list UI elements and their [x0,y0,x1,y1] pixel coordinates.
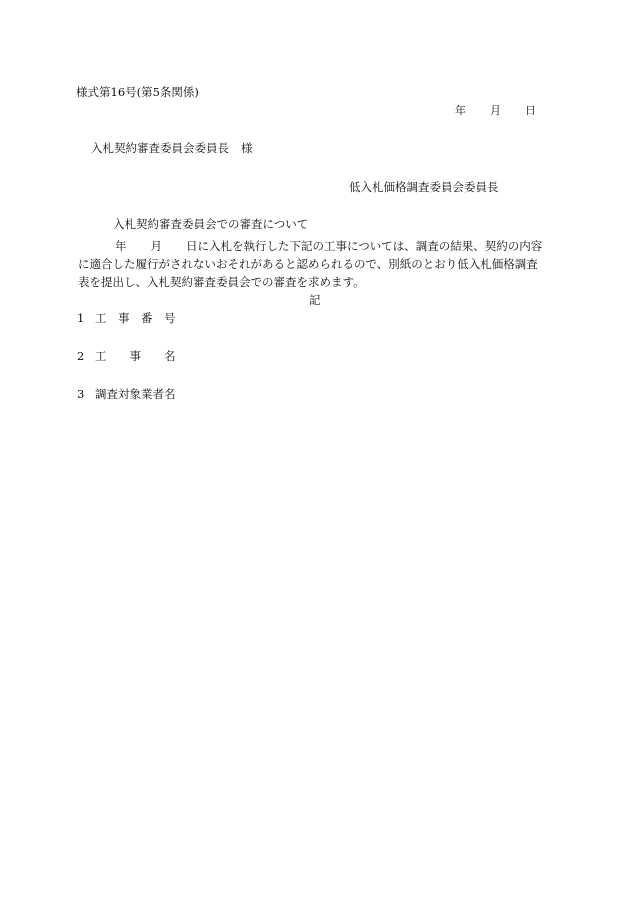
body-line-2: に適合した履行がされないおそれがあると認められるので、別紙のとおり低入札価格調査 [78,257,538,271]
body-line-1 [78,237,558,255]
body-line-1-text: 日に入札を執行した下記の工事については、調査の結果、契約の内容 [186,239,543,253]
body-year: 年 [115,239,127,253]
addressee-name: 入札契約審査委員会委員長 [91,141,229,155]
item-number: 3 [77,387,85,401]
list-item-project-number [77,313,176,325]
addressee [91,143,253,155]
addressee-honorific: 様 [241,141,253,155]
list-item-surveyed-company [77,389,176,401]
body-paragraph [78,237,558,291]
body-month: 月 [150,239,162,253]
form-number: 様式第16号(第5条関係) [76,85,199,99]
subject-line: 入札契約審査委員会での審査について [113,217,309,231]
item-label: 工 事 名 [95,349,176,363]
body-line-3: 表を提出し、入札契約審査委員会での審査を求めます。 [78,275,365,289]
list-item-project-name [77,351,176,363]
date-line [455,105,536,116]
ki-heading: 記 [309,293,321,307]
date-year: 年 [455,104,466,117]
item-label: 工 事 番 号 [95,311,176,325]
sender: 低入札価格調査委員会委員長 [349,180,499,194]
date-day: 日 [525,104,536,117]
item-number: 2 [77,349,85,363]
item-label: 調査対象業者名 [95,387,176,401]
date-month: 月 [490,104,501,117]
item-number: 1 [77,311,85,325]
